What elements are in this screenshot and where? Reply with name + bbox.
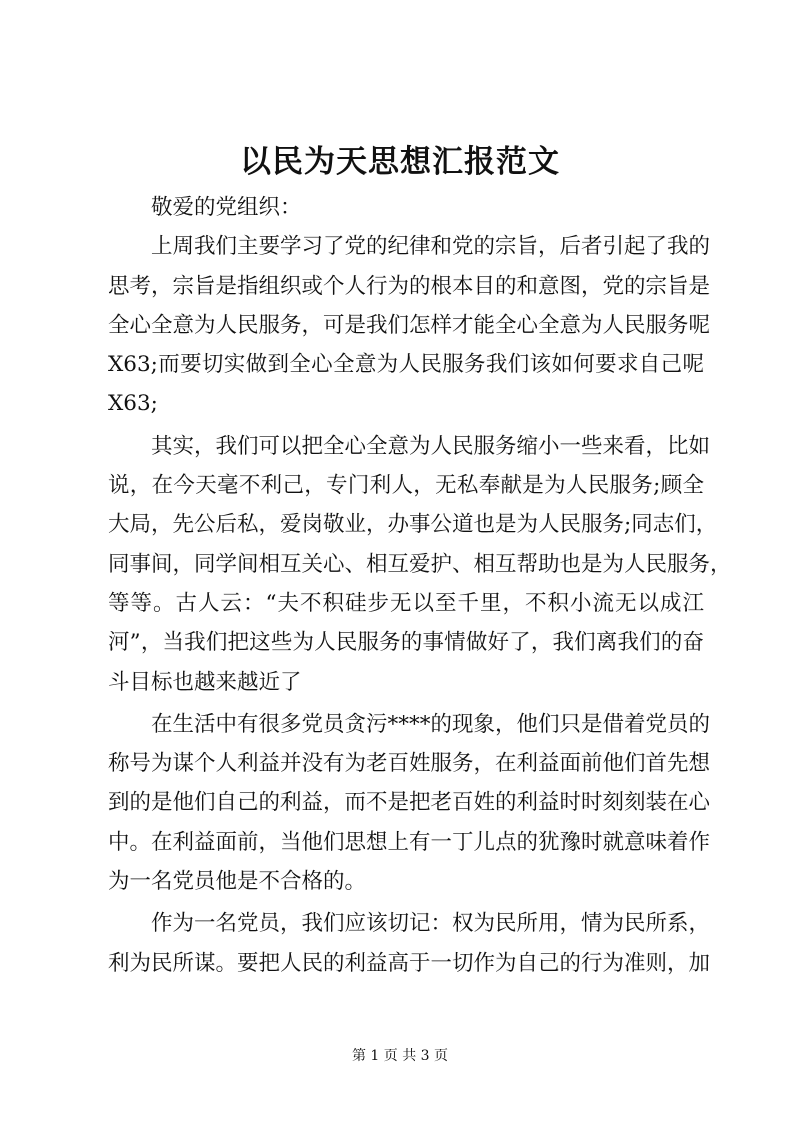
paragraph-line: 上周我们主要学习了党的纪律和党的宗旨，后者引起了我的	[151, 234, 711, 260]
paragraph	[108, 427, 732, 702]
paragraph-line: 大局，先公后私，爱岗敬业，办事公道也是为人民服务;同志们，	[108, 512, 718, 538]
paragraph-line: 作为一名党员，我们应该切记：权为民所用，情为民所系，	[151, 911, 711, 937]
paragraph-line: 到的是他们自己的利益，而不是把老百姓的利益时时刻刻装在心	[108, 790, 711, 816]
paragraph-line: 称号为谋个人利益并没有为老百姓服务，在利益面前他们首先想	[108, 751, 711, 777]
page-footer: 第 1 页 共 3 页	[351, 1048, 449, 1064]
paragraph-line: 同事间，同学间相互关心、相互爱护、相互帮助也是为人民服务，	[108, 551, 732, 577]
paragraph-line: 等等。古人云：“夫不积硅步无以至千里，不积小流无以成江	[108, 590, 704, 616]
paragraph-line: 在生活中有很多党员贪污****的现象，他们只是借着党员的	[151, 711, 711, 737]
paragraph-line: 斗目标也越来越近了	[108, 669, 302, 695]
paragraph-line: 说，在今天毫不利己，专门利人，无私奉献是为人民服务;顾全	[108, 473, 704, 499]
paragraph	[108, 227, 711, 423]
paragraph-line: 全心全意为人民服务，可是我们怎样才能全心全意为人民服务呢	[108, 312, 711, 338]
document-body	[108, 188, 732, 983]
page-title: 以民为天思想汇报范文	[240, 144, 560, 180]
paragraph-line: 思考，宗旨是指组织或个人行为的根本目的和意图，党的宗旨是	[108, 273, 711, 299]
paragraph-line: 其实，我们可以把全心全意为人民服务缩小一些来看，比如	[151, 433, 711, 459]
paragraph-line: 利为民所谋。要把人民的利益高于一切作为自己的行为准则，加	[108, 950, 711, 976]
paragraph	[108, 705, 711, 901]
paragraph-line: 河”，当我们把这些为人民服务的事情做好了，我们离我们的奋	[108, 630, 704, 656]
paragraph	[108, 904, 711, 983]
paragraph-line: 中。在利益面前，当他们思想上有一丁儿点的犹豫时就意味着作	[108, 829, 711, 855]
salutation: 敬爱的党组织：	[151, 195, 302, 220]
paragraph-line: X63;而要切实做到全心全意为人民服务我们该如何要求自己呢	[108, 352, 704, 378]
paragraph-line: 为一名党员他是不合格的。	[108, 869, 367, 895]
paragraph-line: X63;	[108, 391, 158, 417]
